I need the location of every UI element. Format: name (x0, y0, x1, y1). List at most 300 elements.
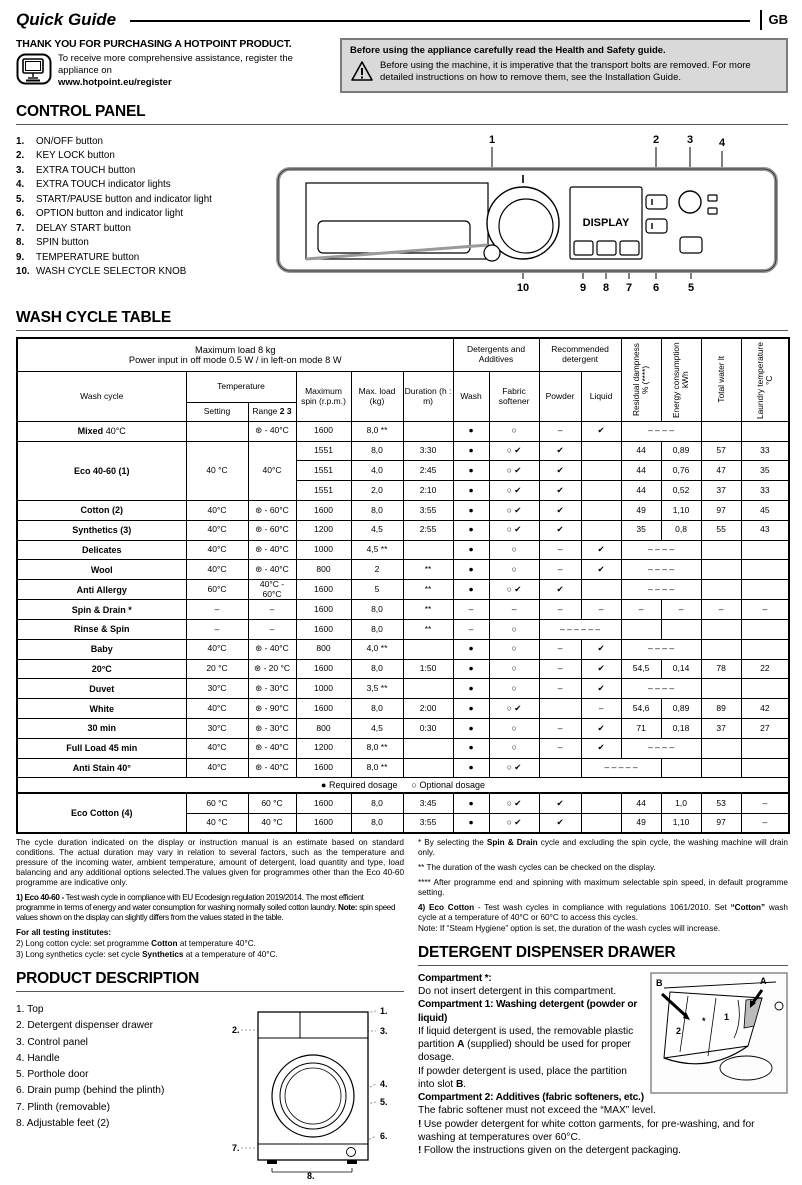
table-cell (403, 758, 453, 778)
col-residual: Residual dampness % (****) (621, 338, 661, 422)
control-panel-section (16, 131, 788, 299)
drawer-label-star: * (702, 1015, 706, 1026)
table-row (17, 659, 789, 679)
table-cell: ● (453, 520, 489, 540)
on-off-button (484, 245, 500, 261)
product-item: 8. Adjustable feet (2) (16, 1118, 110, 1130)
table-cell: ⊛ - 40°C (248, 738, 296, 758)
table-cell: 1200 (296, 520, 351, 540)
footnote: * By selecting the Spin & Drain cycle and excluding the spin cycle, the washing machine will drain only. (418, 837, 788, 857)
table-cell: 8,0 (351, 813, 403, 833)
control-panel-item: 6. OPTION button and indicator light (16, 208, 184, 220)
dispenser-paragraph: If liquid detergent is used, the removable plastic partition A (supplied) should be used for proper dosage. (418, 1025, 634, 1064)
table-cell (539, 758, 581, 778)
table-cell: ** (403, 619, 453, 639)
table-cell: 97 (701, 813, 741, 833)
wash-cycle-name: White (17, 699, 186, 719)
table-cell (741, 758, 789, 778)
table-cell: 4,0 (351, 461, 403, 481)
table-cell: – (741, 793, 789, 813)
table-cell: – (539, 560, 581, 580)
control-panel-item: 3. EXTRA TOUCH button (16, 164, 136, 176)
table-cell (581, 500, 621, 520)
table-cell (539, 699, 581, 719)
footnotes-left (16, 838, 404, 960)
table-cell: – (741, 813, 789, 833)
page-title: Quick Guide (16, 10, 117, 29)
table-cell: – – – – (621, 679, 701, 699)
table-cell: ○ (489, 619, 539, 639)
table-cell: 1600 (296, 500, 351, 520)
table-cell: 71 (621, 718, 661, 738)
dispenser-paragraph: ! Follow the instructions given on the detergent packaging. (418, 1145, 681, 1157)
table-cell: ⊛ - 60°C (248, 500, 296, 520)
table-cell: ● (453, 580, 489, 600)
table-cell: 8,0 (351, 659, 403, 679)
table-cell: 0,52 (661, 481, 701, 501)
table-cell: 4,5 (351, 520, 403, 540)
table-cell: 1600 (296, 580, 351, 600)
control-panel-item: 9. TEMPERATURE button (16, 251, 140, 263)
table-cell (661, 758, 701, 778)
table-row (17, 421, 789, 441)
table-cell: 8,0 (351, 500, 403, 520)
callout-1: 1 (488, 133, 496, 146)
dispenser-paragraph: Do not insert detergent in this compartment. (418, 986, 617, 998)
bottom-right-column (418, 838, 788, 1185)
table-cell: 40 °C (186, 441, 248, 500)
table-cell (581, 580, 621, 600)
table-cell: 40°C (186, 540, 248, 560)
table-cell: 54,5 (621, 659, 661, 679)
register-block (16, 38, 328, 93)
table-cell: ● (453, 679, 489, 699)
callout-8: 8 (602, 281, 610, 294)
table-cell: 1551 (296, 461, 351, 481)
table-row (17, 699, 789, 719)
table-cell: 1,10 (661, 813, 701, 833)
product-item: 4. Handle (16, 1052, 60, 1064)
table-row (17, 441, 789, 461)
wash-cycle-name: Duvet (17, 679, 186, 699)
table-cell: ● (453, 758, 489, 778)
table-cell: 54,6 (621, 699, 661, 719)
table-cell: ○ (489, 679, 539, 699)
table-cell: 1600 (296, 699, 351, 719)
table-cell: – – – – (621, 560, 701, 580)
wash-cycle-name: Baby (17, 639, 186, 659)
table-cell: ⊛ - 20 °C (248, 659, 296, 679)
table-cell: 3,5 ** (351, 679, 403, 699)
table-cell (741, 540, 789, 560)
footnote: The cycle duration indicated on the display or instruction manual is an estimate based on standard conditions. The actual duration may vary in relation to several factors, such as the temperature and pressure of the incoming water, ambient temperature, amount of detergent, load quantity and type, load balancing and any additional options selected.The values given for programmes other than the Eco 40-60 programme are indicative only. (16, 837, 404, 887)
table-cell: 2,0 (351, 481, 403, 501)
table-cell: ● (453, 461, 489, 481)
dispenser-paragraph: Compartment 2: Additives (fabric softeners, etc.) (418, 1092, 644, 1104)
table-cell: ✔ (539, 441, 581, 461)
table-cell: – (248, 619, 296, 639)
footnote: 2) Long cotton cycle: set programme Cotton at temperature 40°C. (16, 938, 256, 948)
table-row (17, 560, 789, 580)
table-cell (701, 639, 741, 659)
control-panel-list (16, 135, 266, 299)
table-cell: 3:55 (403, 813, 453, 833)
footnote: For all testing institutes: (16, 927, 112, 937)
table-cell (701, 580, 741, 600)
table-cell: ○ ✔ (489, 813, 539, 833)
table-cell: – (539, 639, 581, 659)
col-laundry-temp: Laundry temperature °C (741, 338, 789, 422)
dispenser-paragraph: Compartment 1: Washing detergent (powder or liquid) (418, 999, 638, 1024)
table-cell: 8,0 ** (351, 421, 403, 441)
control-panel-item: 8. SPIN button (16, 237, 89, 249)
col-recommended: Recommended detergent (539, 338, 621, 372)
table-cell: ✔ (539, 813, 581, 833)
table-cell: ● (453, 481, 489, 501)
table-cell: – – – – (621, 540, 701, 560)
table-cell: 1000 (296, 679, 351, 699)
table-cell: – – – – – – (539, 619, 621, 639)
control-panel-item: 7. DELAY START button (16, 222, 131, 234)
table-cell: – – – – (621, 421, 701, 441)
footnote: 3) Long synthetics cycle: set cycle Synthetics at a temperature of 40°C. (16, 949, 278, 959)
table-cell: 44 (621, 461, 661, 481)
table-cell: 44 (621, 441, 661, 461)
drawer-label-2: 2 (676, 1025, 682, 1036)
bottom-left-column (16, 838, 404, 1185)
table-cell: 33 (741, 441, 789, 461)
callout-3: 3 (686, 133, 694, 146)
col-max-spin: Maximum spin (r.p.m.) (296, 372, 351, 422)
table-cell: ● (453, 738, 489, 758)
wash-cycle-name: Cotton (2) (17, 500, 186, 520)
table-cell: ○ (489, 718, 539, 738)
wash-cycle-name: Full Load 45 min (17, 738, 186, 758)
table-cell: – (621, 600, 661, 620)
table-cell: 30°C (186, 679, 248, 699)
register-text-block (58, 53, 328, 89)
safety-notice-body: Before using the machine, it is imperative that the transport bolts are removed. For more detailed instructions on how to remove them, see the Installation Guide. (380, 59, 751, 83)
table-cell: 40°C (186, 639, 248, 659)
table-cell: ⊛ - 30°C (248, 679, 296, 699)
col-wash: Wash (453, 372, 489, 422)
pd-callout-6: 6. (380, 1130, 388, 1141)
wash-cycle-name: Eco 40-60 (1) (17, 441, 186, 500)
table-cell: ● (453, 639, 489, 659)
product-item: 2. Detergent dispenser drawer (16, 1020, 154, 1032)
product-description-list (16, 1002, 231, 1185)
footnote: ** The duration of the wash cycles can be checked on the display. (418, 862, 656, 872)
table-cell: 35 (621, 520, 661, 540)
table-row (17, 639, 789, 659)
table-cell (741, 580, 789, 600)
table-cell: 800 (296, 560, 351, 580)
table-cell: ○ ✔ (489, 500, 539, 520)
col-liquid: Liquid (581, 372, 621, 422)
table-cell: ⊛ - 40°C (248, 639, 296, 659)
pd-callout-2: 2. (232, 1024, 240, 1035)
table-cell: ✔ (539, 461, 581, 481)
table-row (17, 540, 789, 560)
table-cell (581, 520, 621, 540)
table-cell: – (581, 600, 621, 620)
pd-callout-1: 1. (380, 1005, 388, 1016)
table-row (17, 520, 789, 540)
table-cell: 8,0 (351, 600, 403, 620)
col-setting: Setting (186, 402, 248, 421)
table-cell: 0:30 (403, 718, 453, 738)
table-cell: ** (403, 560, 453, 580)
wash-cycle-name: Delicates (17, 540, 186, 560)
table-cell (741, 738, 789, 758)
table-cell: 8,0 (351, 441, 403, 461)
table-cell: 3:30 (403, 441, 453, 461)
pd-callout-3: 3. (380, 1025, 388, 1036)
table-row (17, 718, 789, 738)
table-cell: 1551 (296, 481, 351, 501)
table-cell: 0,89 (661, 699, 701, 719)
table-cell: 0,8 (661, 520, 701, 540)
table-cell: 1600 (296, 421, 351, 441)
dispenser-paragraph: Compartment *: (418, 972, 492, 984)
eco-cotton-block (17, 793, 789, 833)
table-cell: 8,0 (351, 793, 403, 813)
table-cell (621, 619, 661, 639)
table-cell: 27 (741, 718, 789, 738)
table-cell: ** (403, 600, 453, 620)
table-row (17, 679, 789, 699)
table-cell: – (248, 600, 296, 620)
table-cell: 8,0 ** (351, 738, 403, 758)
product-description-section (16, 998, 404, 1185)
table-cell: ○ ✔ (489, 580, 539, 600)
table-cell: 35 (741, 461, 789, 481)
table-cell: 1600 (296, 758, 351, 778)
table-cell: ● (453, 560, 489, 580)
table-cell (403, 738, 453, 758)
table-cell: 40 °C (248, 813, 296, 833)
table-cell: ✔ (539, 520, 581, 540)
col-powder: Powder (539, 372, 581, 422)
table-cell: 57 (701, 441, 741, 461)
dispenser-section (418, 972, 788, 1158)
table-cell: 2:10 (403, 481, 453, 501)
wash-cycle-name: Spin & Drain * (17, 600, 186, 620)
table-cell: – – – – – (581, 758, 661, 778)
table-cell: 40°C - 60°C (248, 580, 296, 600)
table-cell: – (581, 699, 621, 719)
table-cell: 8,0 ** (351, 758, 403, 778)
table-cell: ● (453, 500, 489, 520)
table-cell (403, 639, 453, 659)
table-cell: ⊛ - 60°C (248, 520, 296, 540)
table-cell (701, 758, 741, 778)
table-cell (403, 421, 453, 441)
dispenser-heading: DETERGENT DISPENSER DRAWER (418, 944, 788, 966)
table-cell: 42 (741, 699, 789, 719)
control-panel-item: 10. WASH CYCLE SELECTOR KNOB (16, 266, 187, 278)
product-item: 3. Control panel (16, 1036, 88, 1048)
drawer-label-b: B (656, 977, 663, 988)
wash-cycle-name: 20°C (17, 659, 186, 679)
table-cell: 4,0 ** (351, 639, 403, 659)
product-item: 7. Plinth (removable) (16, 1101, 110, 1113)
warning-triangle-icon (350, 60, 374, 86)
table-cell: 1,0 (661, 793, 701, 813)
table-cell: 47 (701, 461, 741, 481)
table-cell: 30°C (186, 718, 248, 738)
table-cell: ○ ✔ (489, 441, 539, 461)
control-panel-item: 2. KEY LOCK button (16, 150, 115, 162)
table-cell (701, 560, 741, 580)
table-cell (701, 540, 741, 560)
table-cell: 20 °C (186, 659, 248, 679)
thanks-line: THANK YOU FOR PURCHASING A HOTPOINT PRODUCT. (16, 38, 292, 50)
table-cell (581, 793, 621, 813)
table-cell: ○ ✔ (489, 758, 539, 778)
table-cell: 2 (351, 560, 403, 580)
control-panel-diagram (270, 131, 790, 299)
table-cell (741, 619, 789, 639)
drawer-label-a: A (760, 975, 767, 986)
control-panel-item: 4. EXTRA TOUCH indicator lights (16, 179, 171, 191)
table-cell: 40°C (186, 738, 248, 758)
footnote: 4) Eco Cotton - Test wash cycles in compliance with regulations 1061/2010. Set “Cotton” wash cycle at a temperature of 40°C or 60°C to access this cycles. (418, 902, 788, 922)
locale-badge: GB (760, 10, 789, 30)
product-description-heading: PRODUCT DESCRIPTION (16, 970, 404, 992)
table-cell (403, 540, 453, 560)
col-wash-cycle: Wash cycle (17, 372, 186, 422)
wash-cycle-table (16, 337, 790, 834)
product-item: 1. Top (16, 1003, 44, 1015)
drawer-label-1: 1 (724, 1011, 730, 1022)
table-cell (741, 639, 789, 659)
table-row (17, 738, 789, 758)
col-range: Range 2 3 (248, 402, 296, 421)
table-cell: 1600 (296, 813, 351, 833)
table-cell: ● (453, 540, 489, 560)
col-detergents: Detergents and Additives (453, 338, 539, 372)
table-cell: ✔ (581, 718, 621, 738)
footnote: **** After programme end and spinning with maximum selectable spin speed, in default programme setting. (418, 877, 788, 897)
table-cell: ⊛ - 40°C (248, 540, 296, 560)
dosage-legend: ● Required dosage ○ Optional dosage (17, 778, 789, 794)
table-info-cell: Maximum load 8 kg Power input in off mode 0.5 W / in left-on mode 8 W (17, 338, 453, 372)
pd-callout-7: 7. (232, 1142, 240, 1153)
table-cell: ✔ (539, 580, 581, 600)
table-cell: ⊛ - 90°C (248, 699, 296, 719)
table-cell: ● (453, 441, 489, 461)
table-cell: ○ (489, 421, 539, 441)
page-header (16, 10, 788, 30)
table-cell: 3:55 (403, 500, 453, 520)
table-cell: 1600 (296, 793, 351, 813)
wash-cycle-name: Eco Cotton (4) (17, 793, 186, 833)
table-cell (403, 679, 453, 699)
pd-callout-5: 5. (380, 1096, 388, 1107)
table-cell: 40°C (186, 520, 248, 540)
table-cell: 1000 (296, 540, 351, 560)
table-cell: 8,0 (351, 619, 403, 639)
table-row (17, 580, 789, 600)
intro-section (16, 38, 788, 93)
col-water: Total water lt (701, 338, 741, 422)
table-cell: ● (453, 659, 489, 679)
table-cell: – – – – (621, 580, 701, 600)
table-cell (701, 421, 741, 441)
table-cell: ○ (489, 738, 539, 758)
table-cell: 1600 (296, 619, 351, 639)
table-cell: 40°C (186, 560, 248, 580)
table-cell: – (539, 659, 581, 679)
table-cell: ⊛ - 30°C (248, 718, 296, 738)
table-cell: – (701, 600, 741, 620)
table-cell: ○ (489, 659, 539, 679)
table-cell: ○ ✔ (489, 461, 539, 481)
table-cell: ⊛ - 40°C (248, 421, 296, 441)
table-cell: 8,0 (351, 699, 403, 719)
table-cell: 43 (741, 520, 789, 540)
control-panel-heading: CONTROL PANEL (16, 103, 788, 125)
table-cell: ○ ✔ (489, 481, 539, 501)
table-cell (581, 481, 621, 501)
wash-cycle-name: Anti Allergy (17, 580, 186, 600)
product-item: 5. Porthole door (16, 1069, 89, 1081)
table-cell: ● (453, 699, 489, 719)
table-cell: 49 (621, 500, 661, 520)
table-cell: ** (403, 580, 453, 600)
table-cell (581, 813, 621, 833)
product-item: 6. Drain pump (behind the plinth) (16, 1085, 165, 1097)
table-cell (701, 619, 741, 639)
table-cell: ○ ✔ (489, 793, 539, 813)
footnote: Note: If “Steam Hygiene” option is set, the duration of the wash cycles will increase. (418, 923, 721, 933)
col-max-load: Max. load (kg) (351, 372, 403, 422)
table-cell: 1600 (296, 600, 351, 620)
callout-6: 6 (652, 281, 660, 294)
table-cell: 55 (701, 520, 741, 540)
table-cell: 0,14 (661, 659, 701, 679)
table-cell: ✔ (581, 421, 621, 441)
table-cell: 37 (701, 481, 741, 501)
table-cell: ○ ✔ (489, 520, 539, 540)
table-cell (701, 738, 741, 758)
table-cell: 37 (701, 718, 741, 738)
display-label: DISPLAY (582, 216, 630, 229)
table-cell: – – – – (621, 639, 701, 659)
wash-cycle-name: Synthetics (3) (17, 520, 186, 540)
table-cell: ✔ (581, 540, 621, 560)
table-cell: 0,76 (661, 461, 701, 481)
table-cell: – (539, 718, 581, 738)
table-cell: – (539, 679, 581, 699)
table-cell: ● (453, 718, 489, 738)
table-cell: – (539, 540, 581, 560)
col-energy: Energy consumption kWh (661, 338, 701, 422)
col-temperature: Temperature (186, 372, 296, 403)
table-cell: 800 (296, 639, 351, 659)
table-cell (741, 421, 789, 441)
table-cell: – – – – (621, 738, 701, 758)
col-duration: Duration (h : m) (403, 372, 453, 422)
table-cell: 53 (701, 793, 741, 813)
table-cell: ✔ (581, 659, 621, 679)
register-text: To receive more comprehensive assistance, register the appliance on (58, 53, 293, 76)
table-cell: ✔ (539, 500, 581, 520)
table-cell: 60°C (186, 580, 248, 600)
table-cell: – (539, 738, 581, 758)
footnotes-right (418, 838, 788, 934)
